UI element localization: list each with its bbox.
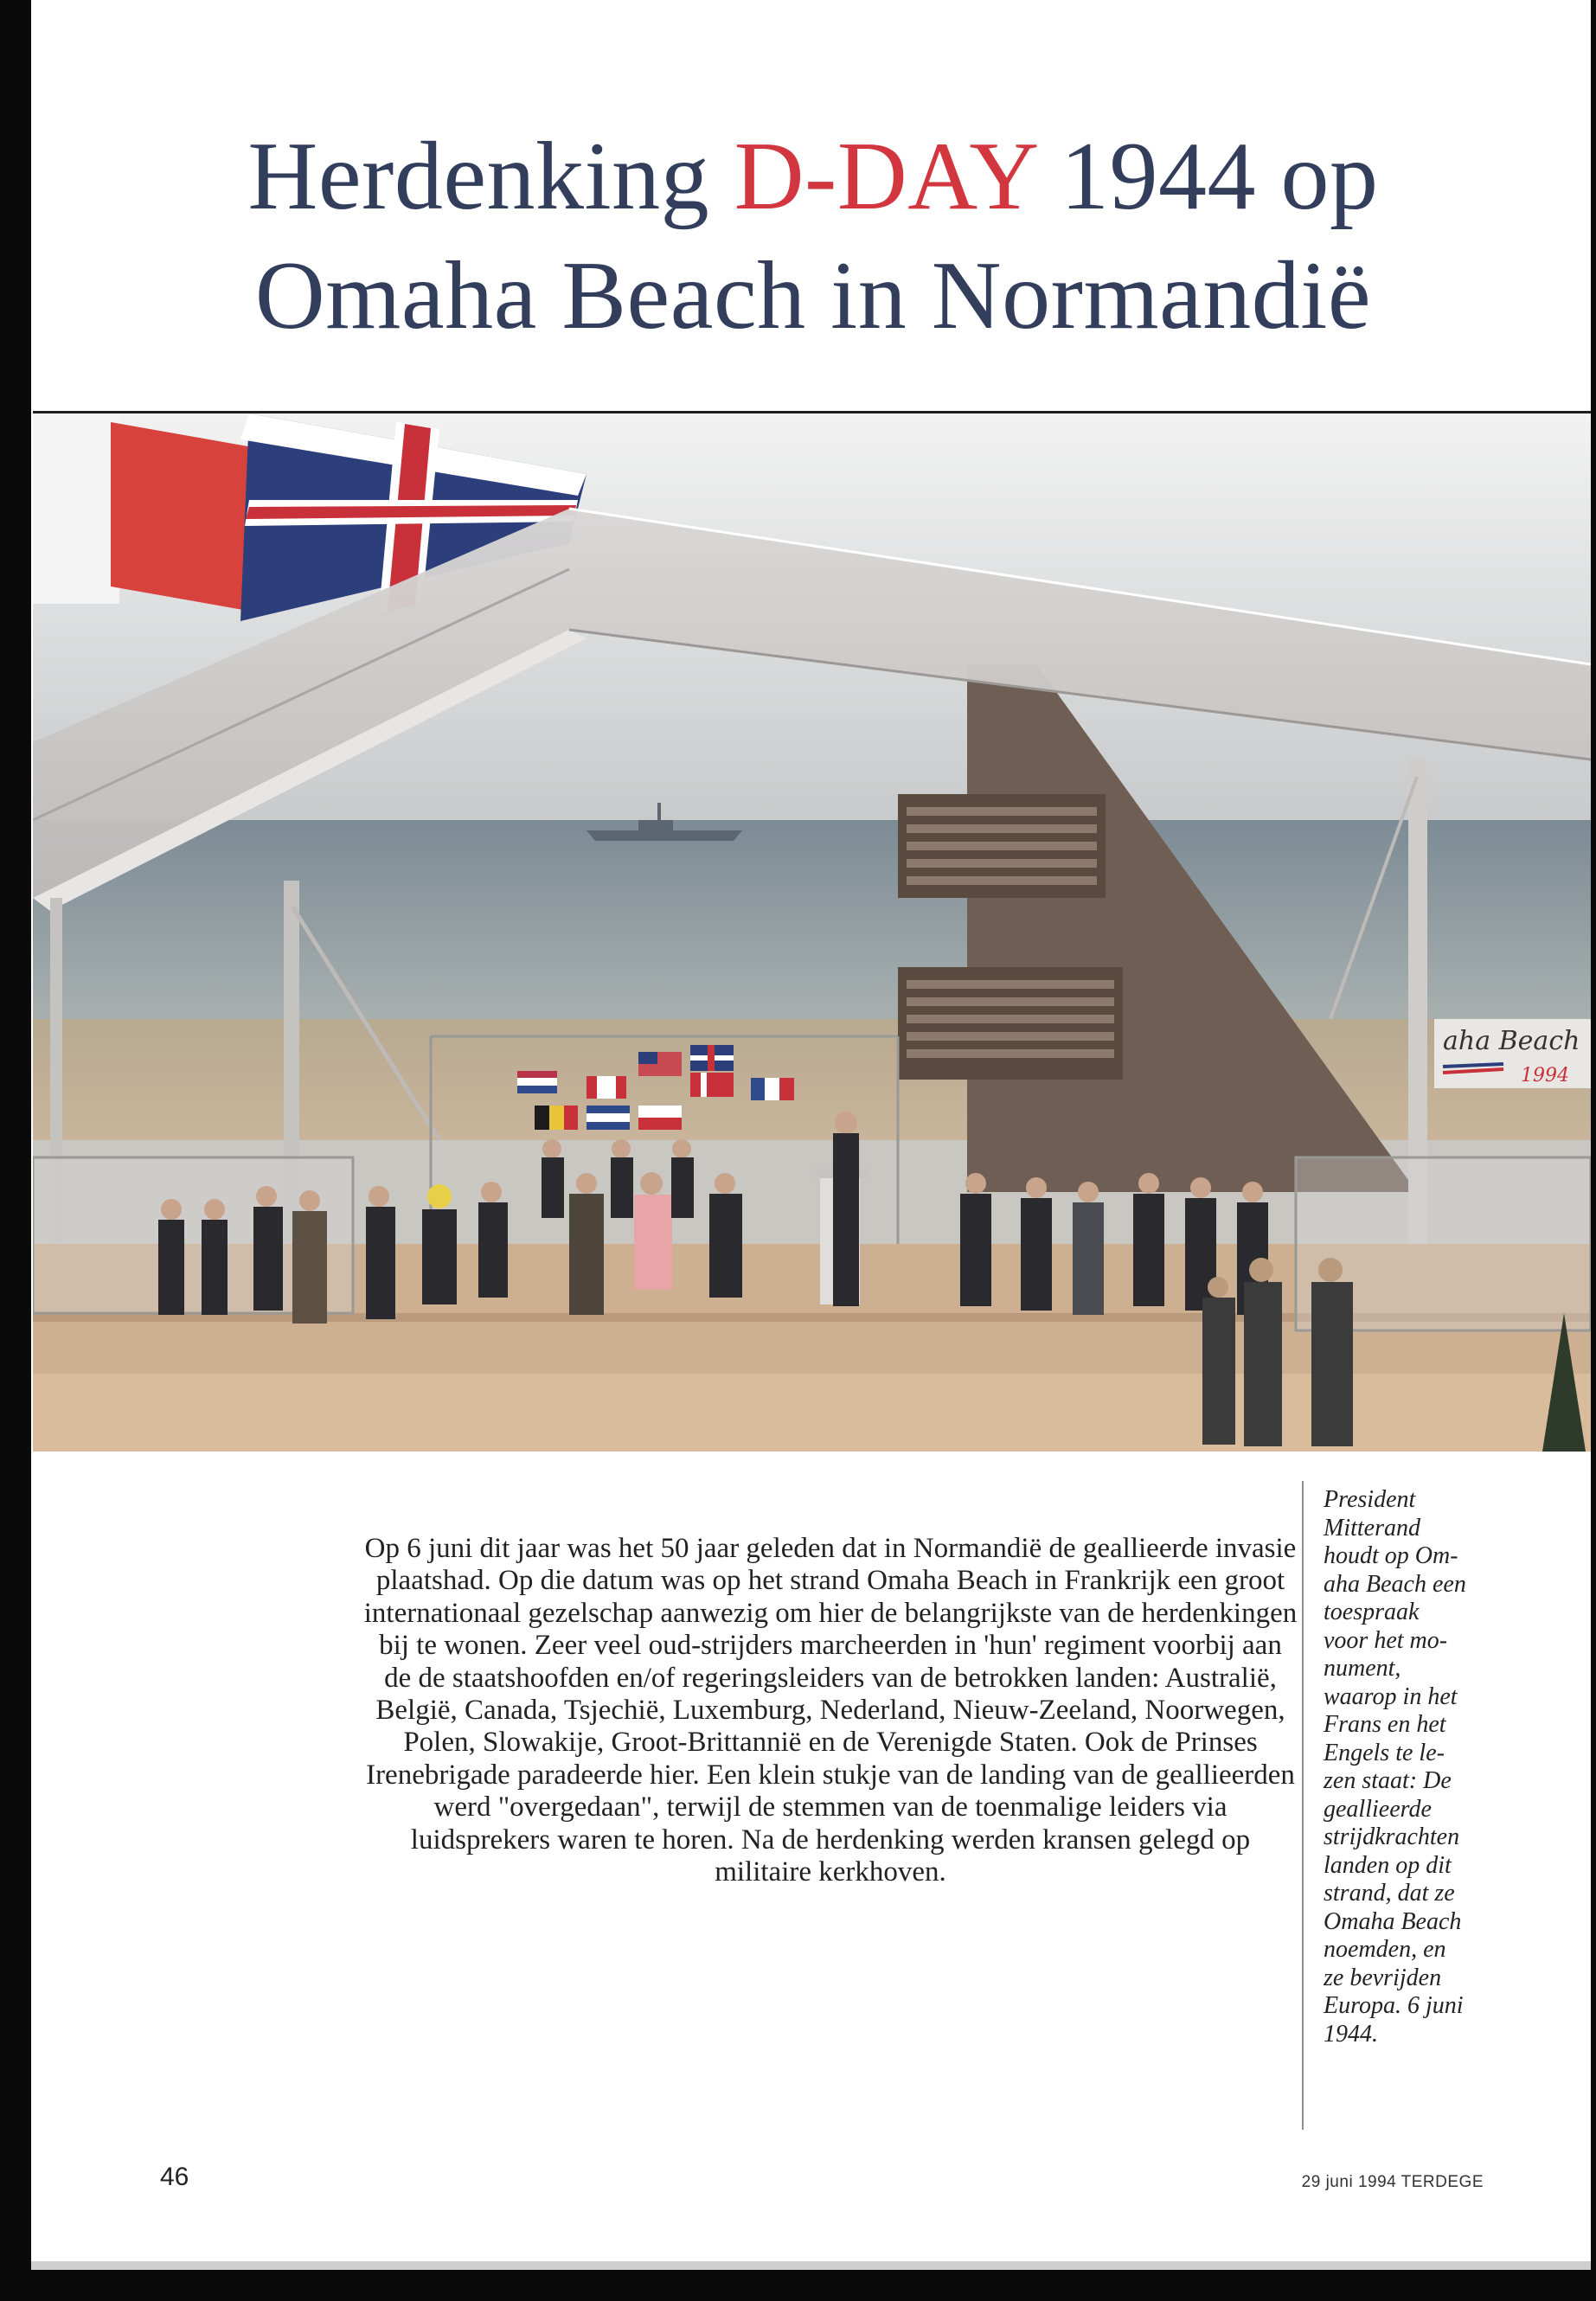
headline-part-pre: Herdenking <box>247 123 734 230</box>
article-body: Op 6 juni dit jaar was het 50 jaar geleden dat in Normandië de geallieerde invasie plaatshad. Op die datum was op het strand Omaha Beach in Frankrijk een groot internationaal gezelschap aanwezig om hier de belangrijkste van de herdenkingen bij te wonen. Zeer veel oud-strijders marcheerden in 'hun' regiment voorbij aan de de staatshoofden en/of regeringsleiders van de betrokken landen: Australië, België, Canada, Tsjechië, Luxemburg, Nederland, Nieuw-Zeeland, Noorwegen, Polen, Slowakije, Groot-Brittannië en de Verenigde Staten. Ook de Prinses Irenebrigade paradeerde hier. Een klein stukje van de landing van de geallieerden werd "overgedaan", terwijl de stemmen van de toenmalige leiders via luidsprekers waren te horen. Na de herdenking werden kransen gelegd op militaire kerkhoven. <box>363 1533 1298 1888</box>
headline-line2: Omaha Beach in Normandië <box>254 242 1372 349</box>
banner-omaha-beach <box>1434 1019 1591 1088</box>
headline-line1 <box>247 123 1378 230</box>
photo-caption: President Mitterand houdt op Om- aha Beach een toespraak voor het mo- nument, waarop in het Frans en het Engels te le- zen staat: De geallieerde strijdkrachten landen op dit strand, dat ze Omaha Beach noemden, en ze bevrijden Europa. 6 juni 1944. <box>1324 1486 1466 2048</box>
ceremony-photo <box>33 413 1591 1452</box>
headline-accent: D-DAY <box>734 123 1036 230</box>
sea <box>33 820 1591 1028</box>
caption-rule <box>1302 1481 1304 2130</box>
banner-text-line2: 1994 <box>1521 1065 1569 1086</box>
page-number: 46 <box>160 2163 189 2191</box>
scan-edge-left <box>0 0 31 2301</box>
scan-edge-right <box>1591 0 1596 2301</box>
ceremony-illustration <box>33 413 1591 1452</box>
headline-part-post: 1944 op <box>1035 123 1379 230</box>
scan-edge-bottom-line <box>31 2261 1591 2270</box>
flag-french <box>33 413 258 612</box>
headline <box>52 117 1574 356</box>
scan-edge-bottom <box>0 2270 1596 2301</box>
banner-text-line1: aha Beach <box>1443 1026 1580 1056</box>
issue-line: 29 juni 1994 TERDEGE <box>1301 2173 1484 2191</box>
